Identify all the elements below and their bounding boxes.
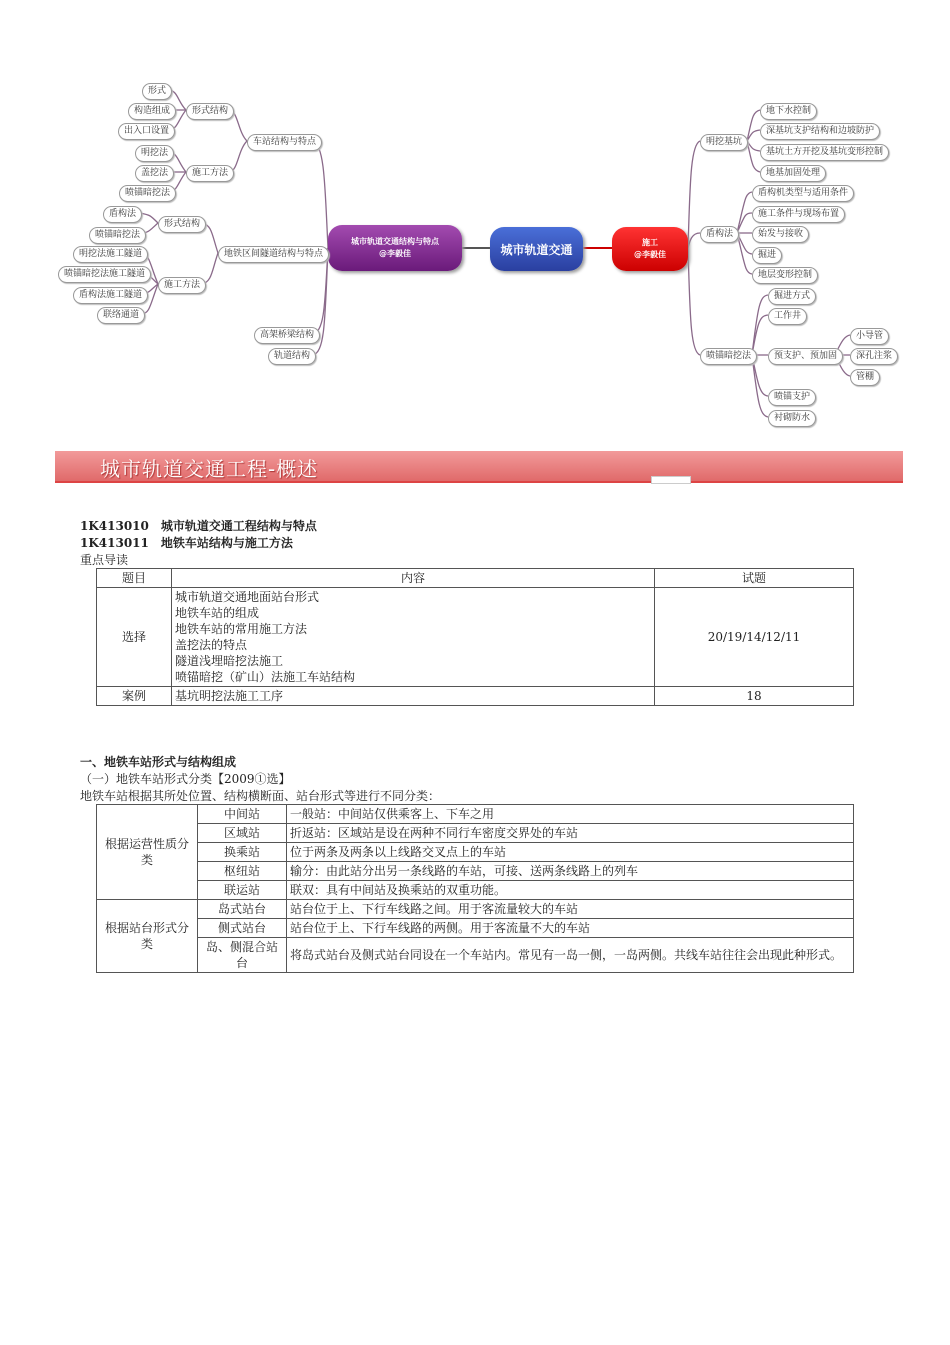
mm-leaf: 盾构法 xyxy=(103,206,142,223)
years-cell: 20/19/14/12/11 xyxy=(655,588,854,687)
mm-leaf: 基坑土方开挖及基坑变形控制 xyxy=(760,144,889,161)
intro-text: 地铁车站根据其所处位置、结构横断面、站台形式等进行不同分类： xyxy=(80,789,441,803)
content-line: 地铁车站的常用施工方法 xyxy=(175,622,308,636)
heading-1k413010: 1K413010 城市轨道交通工程结构与特点 xyxy=(80,519,317,533)
content-cell: 基坑明挖法施工工序 xyxy=(172,687,655,706)
type-cell: 换乘站 xyxy=(198,843,287,862)
mm-leaf: 构造组成 xyxy=(128,103,176,120)
mm-leaf: 掘进方式 xyxy=(768,288,816,305)
topic-cell: 选择 xyxy=(97,588,172,687)
mm-station-method: 施工方法 xyxy=(186,165,234,182)
mm-leaf: 地基加固处理 xyxy=(760,165,826,182)
type-cell: 侧式站台 xyxy=(198,919,287,938)
desc-cell: 位于两条及两条以上线路交叉点上的车站 xyxy=(287,843,854,862)
desc-cell: 联双：具有中间站及换乘站的双重功能。 xyxy=(287,881,854,900)
mm-leaf: 喷锚暗挖法 xyxy=(89,227,146,244)
mm-tunnel-method: 施工方法 xyxy=(158,277,206,294)
mm-leaf: 盾构法施工隧道 xyxy=(73,287,148,304)
table-row xyxy=(97,862,854,881)
desc-cell: 折返站：区域站是设在两种不同行车密度交界处的车站 xyxy=(287,824,854,843)
header-cell: 题目 xyxy=(97,569,172,588)
header-cell: 试题 xyxy=(655,569,854,588)
center-node: 城市轨道交通 xyxy=(490,227,583,271)
topic-cell: 案例 xyxy=(97,687,172,706)
mm-shield-node: 盾构法 xyxy=(700,226,739,243)
content-line: 地铁车站的组成 xyxy=(175,606,260,620)
heading-1k413011: 1K413011 地铁车站结构与施工方法 xyxy=(80,536,293,550)
desc-cell: 将岛式站台及侧式站台同设在一个车站内。常见有一岛一侧，一岛两侧。共线车站往往会出现此种形式。 xyxy=(287,938,854,973)
mm-spray-node: 喷锚暗挖法 xyxy=(700,348,757,365)
content-line: 盖挖法的特点 xyxy=(175,638,248,652)
desc-cell: 一般站：中间站仅供乘客上、下车之用 xyxy=(287,805,854,824)
section-title: 一、地铁车站形式与结构组成 xyxy=(80,755,237,769)
mm-leaf: 地层变形控制 xyxy=(752,267,818,284)
mm-station-node: 车站结构与特点 xyxy=(247,134,322,151)
table-row xyxy=(97,900,854,919)
type-cell: 中间站 xyxy=(198,805,287,824)
banner-title: 城市轨道交通工程-概述 xyxy=(100,457,319,481)
group-cell: 根据运营性质分类 xyxy=(97,805,198,900)
table-row xyxy=(97,824,854,843)
table-row xyxy=(97,919,854,938)
mm-leaf: 形式 xyxy=(142,83,172,100)
desc-cell: 站台位于上、下行车线路的两侧。用于客流量不大的车站 xyxy=(287,919,854,938)
type-cell: 区域站 xyxy=(198,824,287,843)
content-cell xyxy=(172,588,655,687)
mm-leaf: 轨道结构 xyxy=(268,348,316,365)
left-hub-node: 城市轨道交通结构与特点 @李毅佳 xyxy=(328,225,462,271)
mm-leaf: 盖挖法 xyxy=(135,165,174,182)
key-points-table xyxy=(96,568,854,706)
mm-open-node: 明挖基坑 xyxy=(700,134,748,151)
table-row xyxy=(97,588,854,687)
mm-leaf: 管棚 xyxy=(850,369,880,386)
subsection-title: （一）地铁车站形式分类【2009①选】 xyxy=(80,772,291,786)
section-banner xyxy=(55,451,903,483)
right-hub-node: 施工 @李毅佳 xyxy=(612,227,688,271)
mm-leaf: 深基坑支护结构和边坡防护 xyxy=(760,123,880,140)
mm-leaf: 喷锚支护 xyxy=(768,389,816,406)
mm-leaf: 联络通道 xyxy=(97,307,145,324)
years-cell: 18 xyxy=(655,687,854,706)
mm-leaf: 始发与接收 xyxy=(752,226,809,243)
type-cell: 岛、侧混合站台 xyxy=(198,938,287,973)
guide-label: 重点导读 xyxy=(80,553,129,567)
table-header-row xyxy=(97,569,854,588)
mm-leaf: 喷锚暗挖法施工隧道 xyxy=(58,266,151,283)
mm-leaf: 喷锚暗挖法 xyxy=(119,185,176,202)
mm-leaf: 深孔注浆 xyxy=(850,348,898,365)
type-cell: 联运站 xyxy=(198,881,287,900)
mm-leaf: 掘进 xyxy=(752,247,782,264)
type-cell: 枢纽站 xyxy=(198,862,287,881)
mm-leaf: 明挖法施工隧道 xyxy=(73,246,148,263)
mm-leaf: 高架桥梁结构 xyxy=(254,327,320,344)
desc-cell: 站台位于上、下行车线路之间。用于客流量较大的车站 xyxy=(287,900,854,919)
station-classification-table xyxy=(96,804,854,973)
table-row xyxy=(97,843,854,862)
mind-map xyxy=(0,70,950,440)
mm-leaf: 小导管 xyxy=(850,328,889,345)
mm-leaf: 明挖法 xyxy=(135,145,174,162)
mm-leaf: 盾构机类型与适用条件 xyxy=(752,185,854,202)
mm-leaf: 预支护、预加固 xyxy=(768,348,843,365)
mm-leaf: 施工条件与现场布置 xyxy=(752,206,845,223)
mm-leaf: 地下水控制 xyxy=(760,103,817,120)
content-line: 喷锚暗挖（矿山）法施工车站结构 xyxy=(175,670,356,684)
table-row xyxy=(97,881,854,900)
content-line: 隧道浅埋暗挖法施工 xyxy=(175,654,284,668)
table-row xyxy=(97,938,854,973)
type-cell: 岛式站台 xyxy=(198,900,287,919)
mm-leaf: 出入口设置 xyxy=(118,123,175,140)
table-row xyxy=(97,687,854,706)
banner-thumbnail xyxy=(651,476,691,484)
mm-leaf: 工作井 xyxy=(768,308,807,325)
mm-tunnel-form: 形式结构 xyxy=(158,216,206,233)
content-line: 城市轨道交通地面站台形式 xyxy=(175,590,320,604)
group-cell: 根据站台形式分类 xyxy=(97,900,198,973)
table-row xyxy=(97,805,854,824)
mm-tunnel-node: 地铁区间隧道结构与特点 xyxy=(218,246,329,263)
desc-cell: 输分：由此站分出另一条线路的车站，可接、送两条线路上的列车 xyxy=(287,862,854,881)
mm-station-form: 形式结构 xyxy=(186,103,234,120)
mm-leaf: 衬砌防水 xyxy=(768,410,816,427)
header-cell: 内容 xyxy=(172,569,655,588)
